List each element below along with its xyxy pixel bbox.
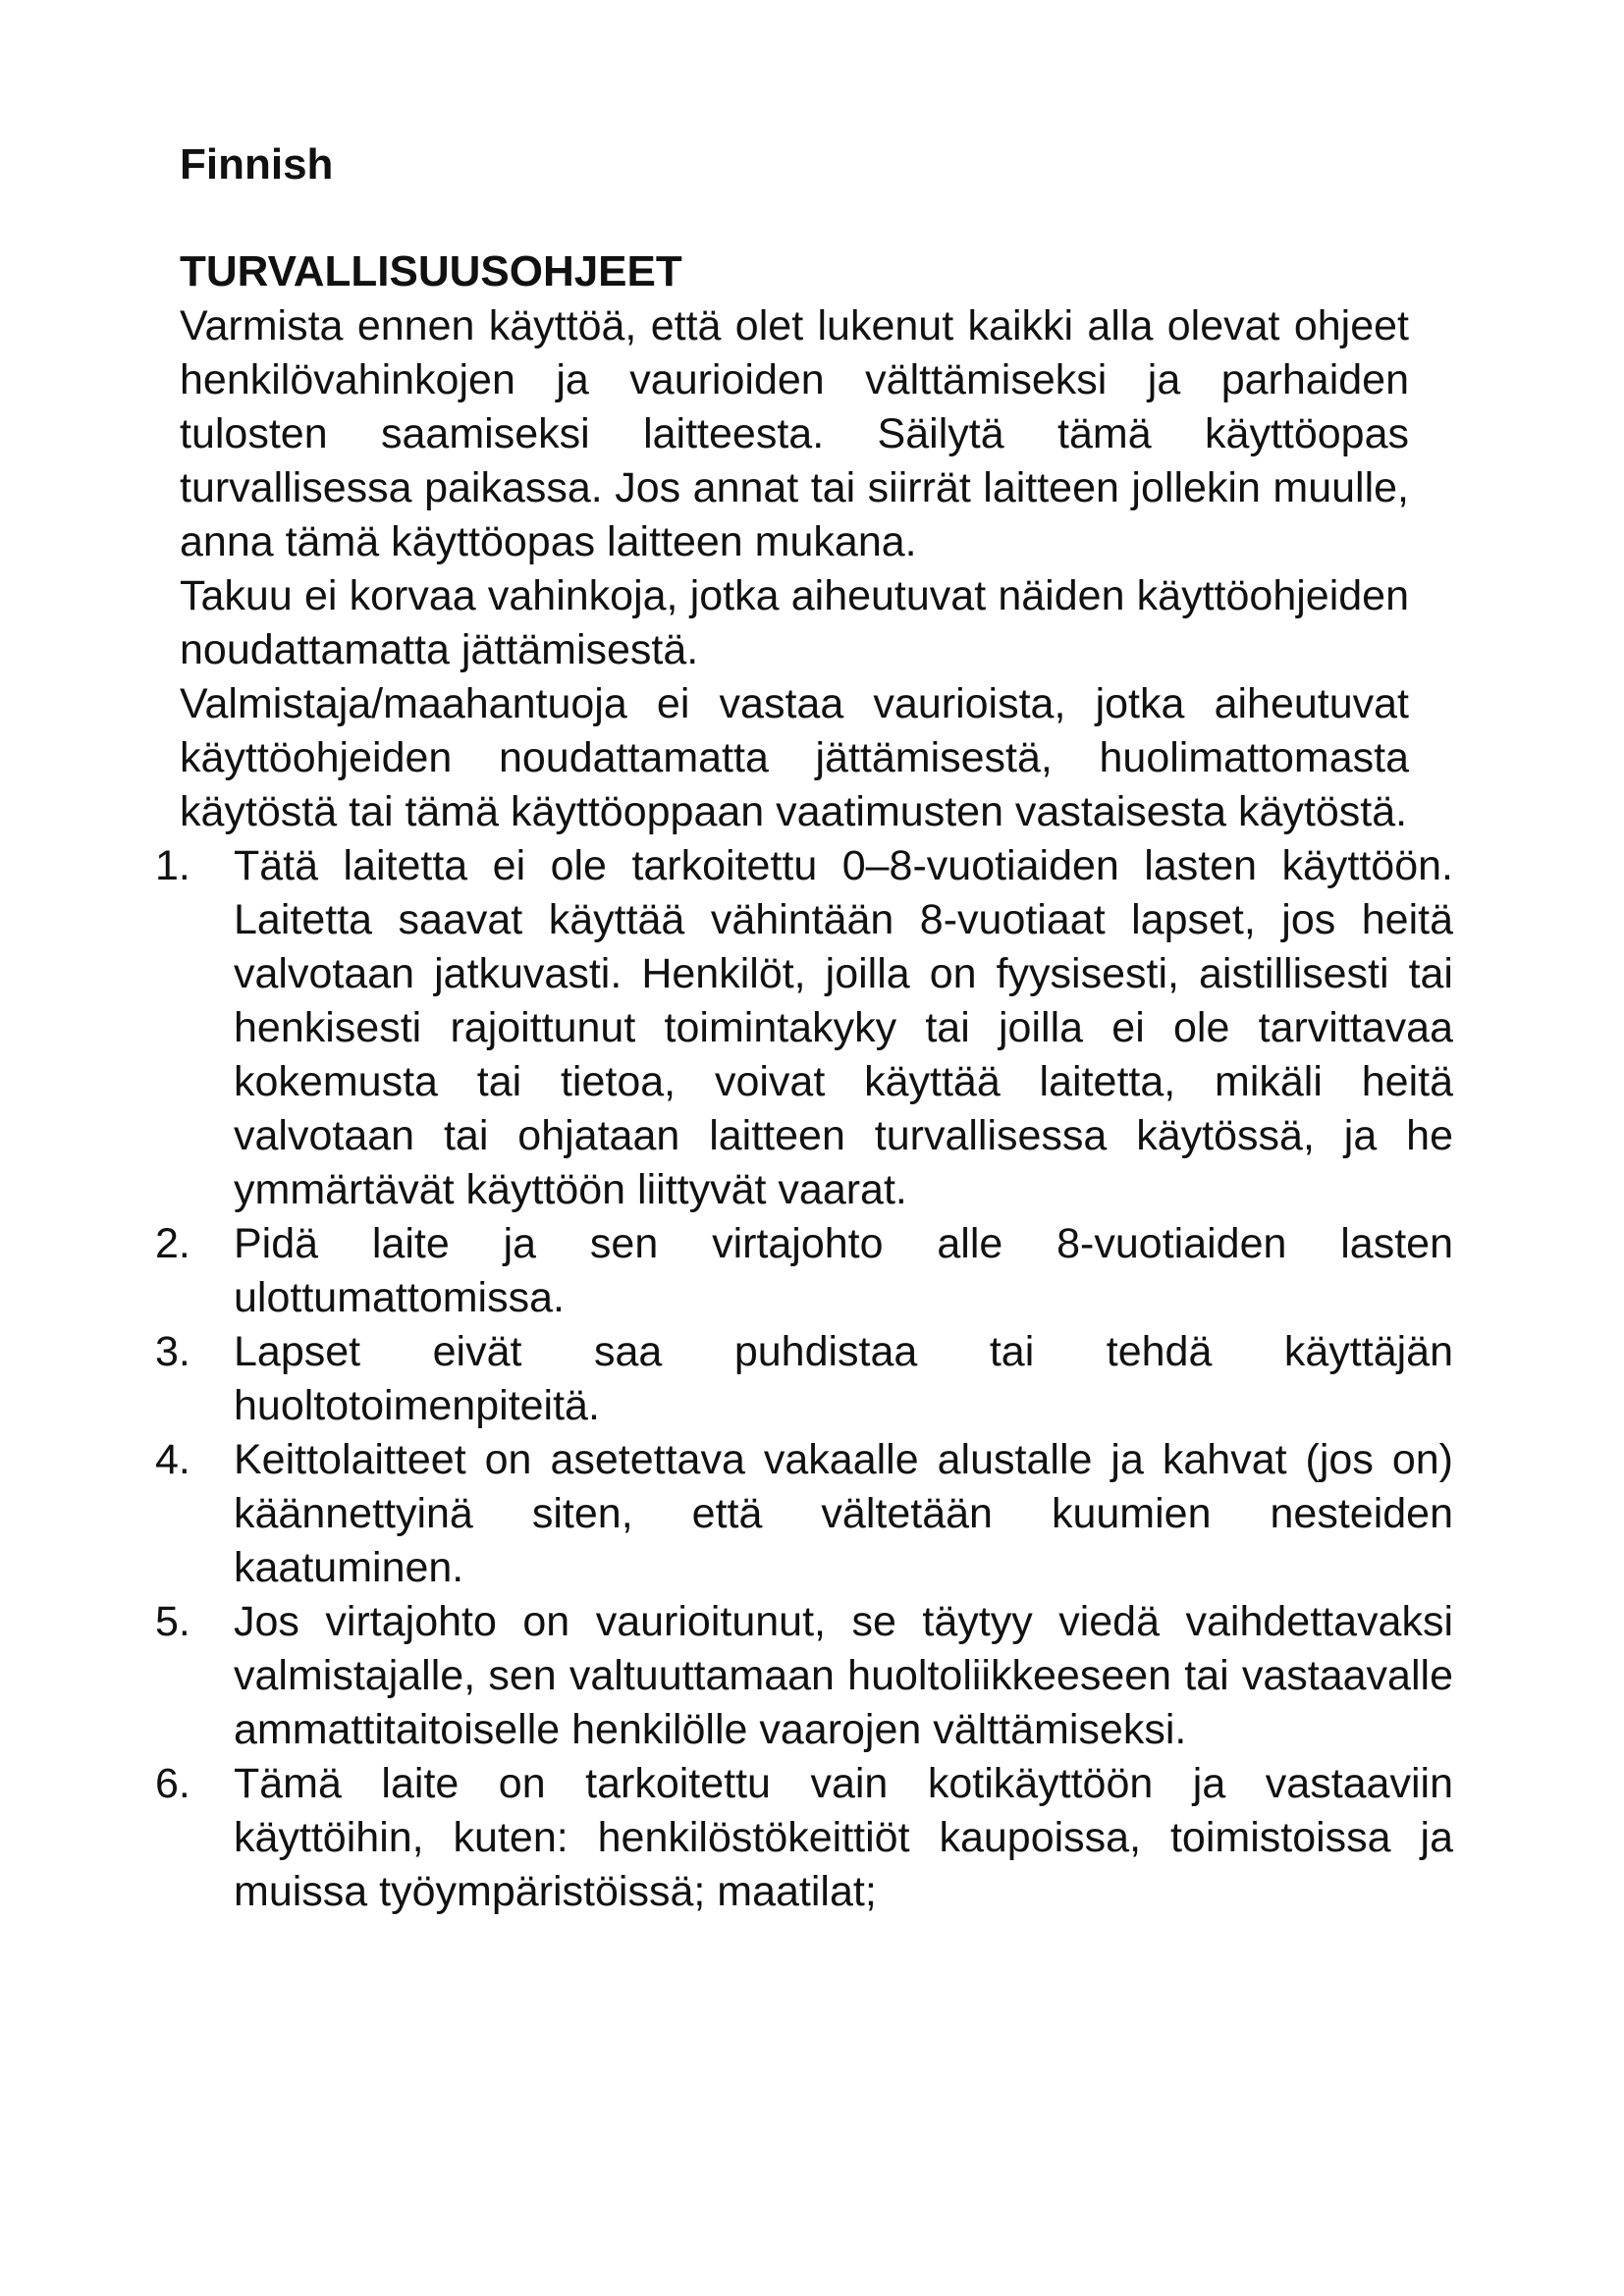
manual-page — [155, 137, 1456, 1919]
list-item — [155, 1325, 1507, 1433]
list-item — [155, 1757, 1507, 1919]
list-item — [155, 1433, 1507, 1595]
list-item-text: Keittolaitteet on asetettava vakaalle alustalle ja kahvat (jos on) käännettyinä siten, että vältetään kuumien nesteiden kaatuminen. — [234, 1436, 1453, 1591]
list-item-number: 1. — [155, 842, 190, 889]
list-item-text: Jos virtajohto on vaurioitunut, se täytyy viedä vaihdettavaksi valmistajalle, sen valtuuttamaan huoltoliikkeeseen tai vastaavalle ammattitaitoiselle henkilölle vaarojen välttämiseksi. — [234, 1598, 1453, 1753]
language-heading: Finnish — [180, 140, 334, 188]
list-item-text: Pidä laite ja sen virtajohto alle 8-vuotiaiden lasten ulottumattomissa. — [234, 1220, 1453, 1321]
intro-paragraph: Varmista ennen käyttöä, että olet lukenut kaikki alla olevat ohjeet henkilövahinkojen ja vaurioiden välttämiseksi ja parhaiden tulosten saamiseksi laitteesta. Säilytä tämä käyttöopas turvallisessa paikassa. Jos annat tai siirrät laitteen jollekin muulle, anna tämä käyttöopas laitteen mukana. — [180, 302, 1409, 565]
section-heading: TURVALLISUUSOHJEET — [180, 247, 682, 295]
warranty-paragraph: Takuu ei korvaa vahinkoja, jotka aiheutuvat näiden käyttöohjeiden noudattamatta jättämisestä. — [180, 572, 1409, 673]
list-item-text: Tämä laite on tarkoitettu vain kotikäyttöön ja vastaaviin käyttöihin, kuten: henkilöstökeittiöt kaupoissa, toimistoissa ja muissa työympäristöissä; maatilat; — [234, 1760, 1453, 1915]
list-item — [155, 1595, 1507, 1757]
liability-paragraph: Valmistaja/maahantuoja ei vastaa vaurioista, jotka aiheutuvat käyttöohjeiden noudattamatta jättämisestä, huolimattomasta käytöstä tai tämä käyttöoppaan vaatimusten vastaisesta käytöstä. — [180, 680, 1409, 835]
list-item-text: Tätä laitetta ei ole tarkoitettu 0–8-vuotiaiden lasten käyttöön. Laitetta saavat käyttää vähintään 8-vuotiaat lapset, jos heitä valvotaan jatkuvasti. Henkilöt, joilla on fyysisesti, aistillisesti tai henkisesti rajoittunut toimintakyky tai joilla ei ole tarvittavaa kokemusta tai tietoa, voivat käyttää laitetta, mikäli heitä valvotaan tai ohjataan laitteen turvallisessa käytössä, ja he ymmärtävät käyttöön liittyvät vaarat. — [234, 842, 1453, 1213]
list-item — [155, 1217, 1507, 1325]
list-item-number: 3. — [155, 1328, 190, 1375]
list-item-text: Lapset eivät saa puhdistaa tai tehdä käyttäjän huoltotoimenpiteitä. — [234, 1328, 1453, 1429]
list-item-number: 4. — [155, 1436, 190, 1483]
list-item-number: 2. — [155, 1220, 190, 1267]
list-item — [155, 839, 1507, 1217]
list-item-number: 6. — [155, 1760, 190, 1807]
list-item-number: 5. — [155, 1598, 190, 1645]
safety-instructions-list — [155, 839, 1456, 1919]
